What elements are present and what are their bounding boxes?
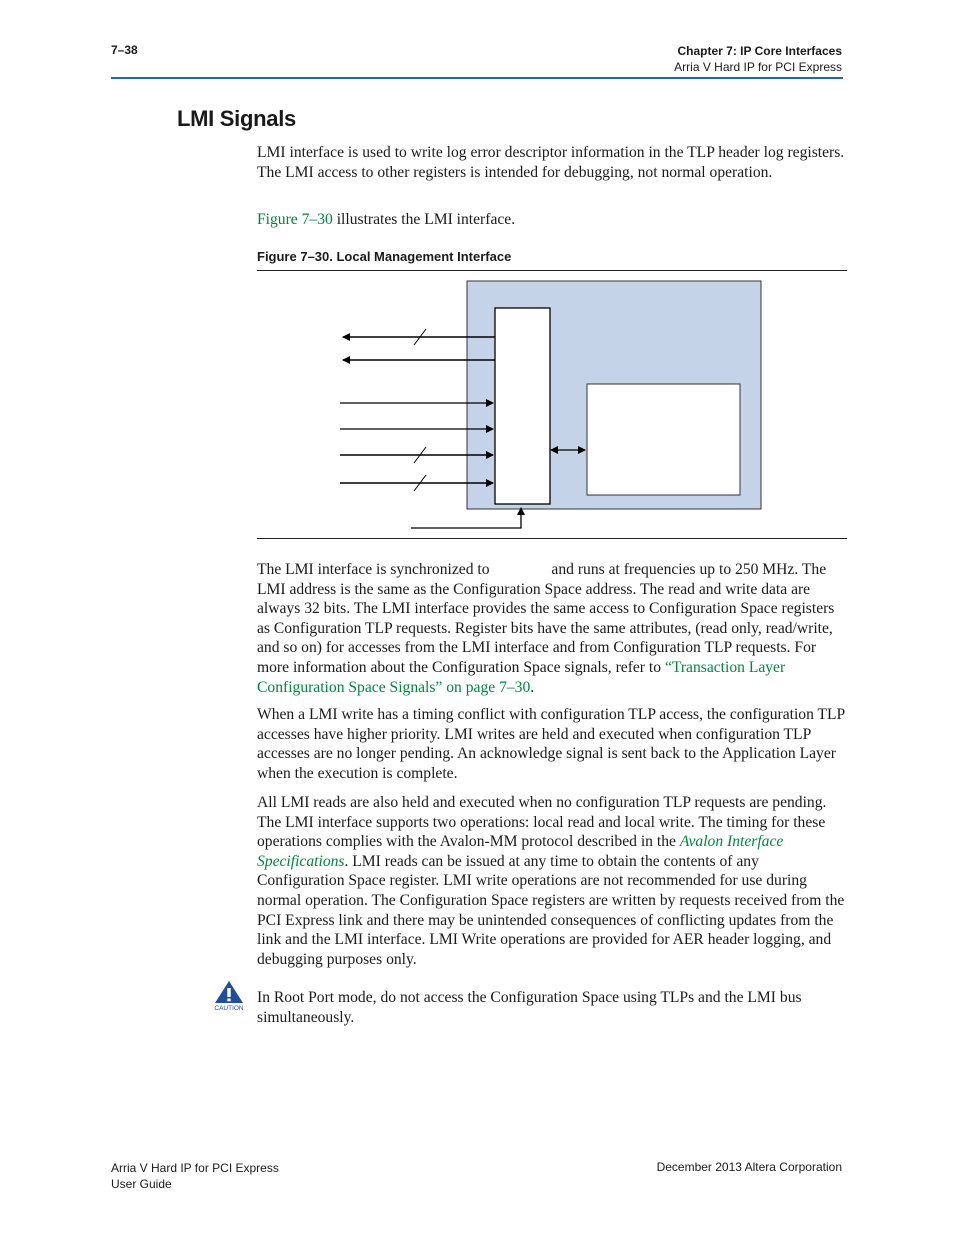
caution-icon: [212, 980, 246, 1014]
chapter-title: Chapter 7: IP Core Interfaces: [677, 44, 842, 58]
figure-top-rule: [257, 270, 847, 271]
clock-input-line: [411, 508, 521, 528]
document-subtitle: Arria V Hard IP for PCI Express: [674, 60, 842, 74]
avalon-spec-link[interactable]: Avalon Interface Specifications: [257, 833, 784, 870]
reads-text-start: All LMI reads are also held and executed when no configuration TLP requests are pending. The LMI interface supports two operations: local read and local write. The timing for these operations complies with the Avalon-MM protocol described in the: [257, 794, 827, 851]
lmi-module-block: [495, 308, 550, 504]
lmi-diagram: [330, 278, 770, 538]
footer-right: December 2013 Altera Corporation: [656, 1160, 842, 1174]
footer-doc-type: User Guide: [111, 1177, 172, 1191]
write-conflict-paragraph: When a LMI write has a timing conflict with configuration TLP access, the configuration TLP accesses have higher priority. LMI writes are held and executed when configuration TLP accesses are no longer pending. An acknowledge signal is sent back to the Application Layer when the execution is complete.: [257, 706, 845, 782]
figure-link[interactable]: Figure 7–30: [257, 211, 333, 228]
caution-text: In Root Port mode, do not access the Configuration Space using TLPs and the LMI bus simultaneously.: [257, 989, 802, 1026]
footer-left: [111, 1160, 279, 1192]
header-rule: [111, 77, 843, 79]
caution-icon-label: CAUTION: [214, 1005, 244, 1012]
config-space-block: [587, 384, 740, 495]
figure-caption: Figure 7–30. Local Management Interface: [257, 249, 512, 264]
lmi-sync-paragraph: [257, 560, 849, 697]
sync-text-start: The LMI interface is synchronized to: [257, 561, 494, 578]
reads-text-end: . LMI reads can be issued at any time to obtain the contents of any Configuration Space register. LMI write operations are not recommended for use during normal operation. The Configuration Space registers are written by requests received from the PCI Express link and there may be unintended consequences of conflicting updates from the link and the LMI interface. LMI Write operations are provided for AER header logging, and debugging purposes only.: [257, 852, 845, 968]
config-space-signals-link[interactable]: “Transaction Layer Configuration Space Signals” on page 7–30: [257, 658, 786, 696]
lmi-reads-paragraph: [257, 793, 849, 969]
figure-reference-text: illustrates the LMI interface.: [332, 211, 516, 228]
footer-product: Arria V Hard IP for PCI Express: [111, 1161, 279, 1175]
section-title: LMI Signals: [177, 106, 296, 131]
sync-text-body: and runs at frequencies up to 250 MHz. The LMI address is the same as the Configuration Space address. The read and write data are always 32 bits. The LMI interface provides the same access to Configuration Space registers as Configuration TLP requests. Register bits have the same attributes, (read only, read/write, and so on) for accesses from the LMI interface and from Configuration TLP requests. For more information about the Configuration Space signals, refer to: [257, 561, 835, 676]
sync-text-end: .: [530, 678, 535, 696]
figure-bottom-rule: [257, 538, 847, 539]
intro-paragraph: LMI interface is used to write log error descriptor information in the TLP header log registers. The LMI access to other registers is intended for debugging, not normal operation.: [257, 144, 845, 181]
running-header: [674, 43, 842, 75]
figure-reference-paragraph: [257, 210, 849, 230]
page-number: 7–38: [111, 43, 138, 57]
